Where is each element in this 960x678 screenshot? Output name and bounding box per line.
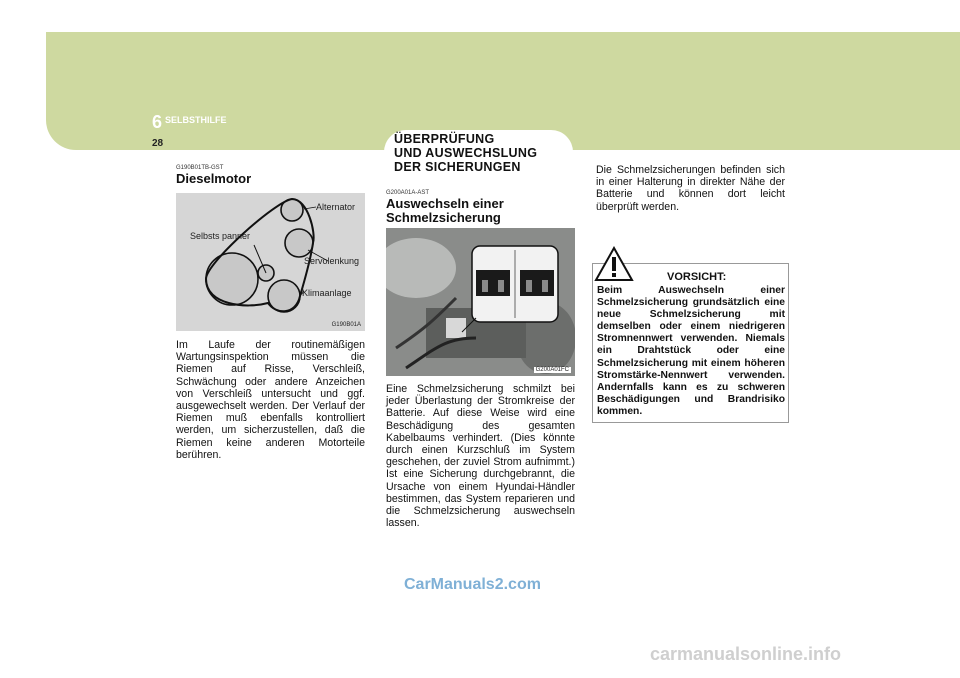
warning-icon — [594, 246, 634, 282]
chapter-number: 6 — [152, 112, 163, 132]
section-heading: Dieselmotor — [176, 171, 252, 186]
section-title: ÜBERPRÜFUNG UND AUSWECHSLUNG DER SICHERUNGEN — [394, 132, 538, 174]
label-alternator: Alternator — [316, 202, 356, 212]
fuse-photo-drawing — [386, 228, 575, 376]
watermark: CarManuals2.com — [404, 576, 541, 593]
section-tab — [384, 130, 573, 178]
warning-text: Beim Auswechseln einer Schmelzsicherung grundsätzlich eine neue Schmelzsicherung mit demselben oder einem niedrigeren Stromnennwert verwenden. Niemals ein Drahtstück oder eine Schmelzsicherung mit einem höheren Stromstärke-Nennwert verwenden. Andernfalls kann es zu schweren Beschädigungen und Brandrisiko kommen. — [597, 285, 785, 417]
chapter-title: SELBSTHILFE — [165, 114, 227, 125]
chapter-label — [152, 112, 227, 133]
warning-title: VORSICHT: — [667, 271, 727, 283]
body-text: Im Laufe der routinemäßigen Wartungsinspektion müssen die Riemen auf Risse, Verschleiß, Schwächung oder andere Anzeichen von Verschleiß untersucht und ggf. ausgewechselt werden. Der Verlauf der Riemen muß ebenfalls kontrolliert werden, um sicherzustellen, daß die Riemen keine anderen Motorteile berühren. — [176, 339, 365, 461]
page-number: 28 — [152, 138, 164, 149]
figure-code: G200A01FC — [535, 367, 569, 373]
footer-watermark: carmanualsonline.info — [650, 644, 842, 664]
figure-code: G190B01A — [331, 322, 361, 328]
belt-diagram — [176, 193, 365, 331]
section-code: G200A01A-AST — [386, 190, 430, 196]
section-heading: Auswechseln einer Schmelzsicherung — [386, 196, 504, 225]
body-text: Die Schmelzsicherungen befinden sich in einer Halterung in direkter Nähe der Batterie und können dort leicht überprüft werden. — [596, 164, 785, 213]
fuse-photo — [386, 228, 575, 376]
section-code: G190B01TB-GST — [176, 165, 224, 171]
label-tensioner: Selbsts panner — [190, 231, 251, 241]
body-text: Eine Schmelzsicherung schmilzt bei jeder Überlastung der Stromkreise der Batterie. Auf diese Weise wird eine Beschädigung des gesamten Kabelbaums verhindert. (Dies könnte durch einen Kurzschluß im System geschehen, der zuviel Strom aufnimmt.) Ist eine Sicherung durchgebrannt, die Ursache von einem Hyundai-Händler bestimmen, das System reparieren und die Schmelzsicherung auswechseln lassen. — [386, 383, 575, 530]
warning-box — [592, 263, 789, 423]
label-power-steering: Servolenkung — [304, 256, 360, 266]
label-ac: Klimaanlage — [302, 288, 352, 298]
